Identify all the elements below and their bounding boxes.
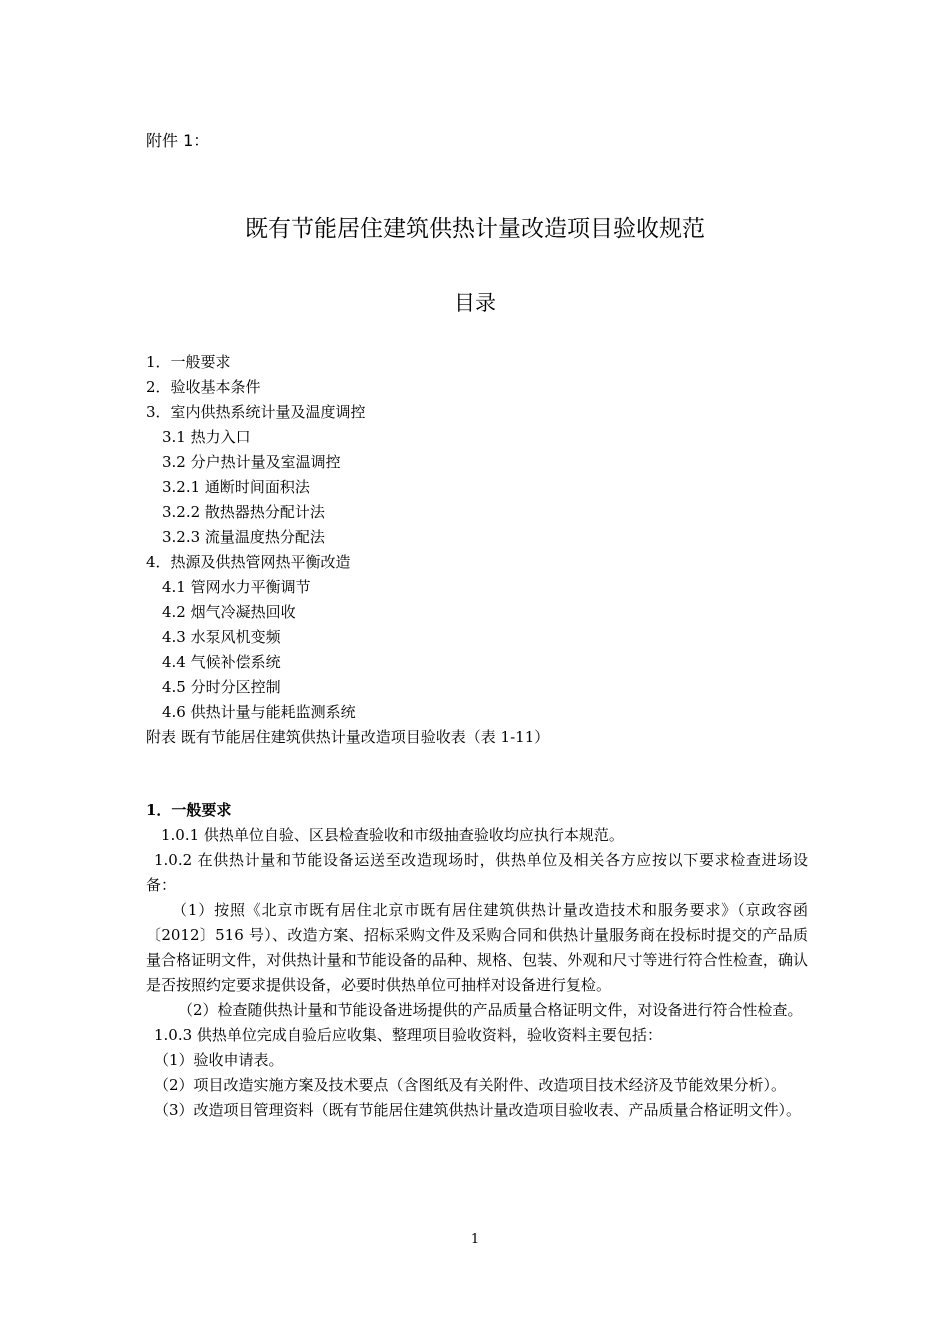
section-1	[146, 798, 808, 1123]
paragraph: 1.0.1 供热单位自验、区县检查验收和市级抽查验收均应执行本规范。	[161, 826, 624, 844]
toc-item: 4.2 烟气冷凝热回收	[162, 603, 296, 621]
toc-item: 3.2.1 通断时间面积法	[162, 478, 310, 496]
toc-item: 3.2.3 流量温度热分配法	[162, 528, 325, 546]
attachment-label: 附件 1：	[146, 131, 210, 150]
table-of-contents	[146, 350, 826, 750]
toc-item: 3．室内供热系统计量及温度调控	[146, 403, 366, 421]
paragraph: （3）改造项目管理资料（既有节能居住建筑供热计量改造项目验收表、产品质量合格证明文件）。	[154, 1101, 802, 1119]
paragraph: （1）验收申请表。	[154, 1051, 284, 1069]
toc-item: 4.6 供热计量与能耗监测系统	[162, 703, 356, 721]
toc-item: 3.2 分户热计量及室温调控	[162, 453, 341, 471]
toc-heading: 目录	[454, 291, 496, 315]
toc-item: 2．验收基本条件	[146, 378, 261, 396]
toc-item: 4.1 管网水力平衡调节	[162, 578, 311, 596]
paragraph: （1）按照《北京市既有居住北京市既有居住建筑供热计量改造技术和服务要求》（京政容函〔2012〕516 号）、改造方案、招标采购文件及采购合同和供热计量服务商在投标时提交的产品质量合格证明文件，对供热计量和节能设备的品种、规格、包装、外观和尺寸等进行符合性检查，确认是否按照约定要求提供设备，必要时供热单位可抽样对设备进行复检。	[146, 901, 808, 994]
toc-item: 3.1 热力入口	[162, 428, 251, 446]
toc-item: 4.4 气候补偿系统	[162, 653, 281, 671]
toc-item: 4.3 水泵风机变频	[162, 628, 281, 646]
paragraph: 1.0.3 供热单位完成自验后应收集、整理项目验收资料，验收资料主要包括：	[154, 1026, 662, 1044]
page-number: 1	[470, 1232, 480, 1247]
toc-item: 4.5 分时分区控制	[162, 678, 281, 696]
paragraph: （2）检查随供热计量和节能设备进场提供的产品质量合格证明文件，对设备进行符合性检查。	[178, 1001, 803, 1019]
section-heading: 1．一般要求	[146, 801, 232, 819]
toc-item: 4．热源及供热管网热平衡改造	[146, 553, 351, 571]
toc-item: 1．一般要求	[146, 353, 231, 371]
toc-item: 附表 既有节能居住建筑供热计量改造项目验收表（表 1-11）	[146, 728, 550, 746]
paragraph: （2）项目改造实施方案及技术要点（含图纸及有关附件、改造项目技术经济及节能效果分析）。	[154, 1076, 787, 1094]
paragraph: 1.0.2 在供热计量和节能设备运送至改造现场时，供热单位及相关各方应按以下要求检查进场设备：	[146, 851, 808, 894]
document-title: 既有节能居住建筑供热计量改造项目验收规范	[245, 216, 705, 242]
toc-item: 3.2.2 散热器热分配计法	[162, 503, 325, 521]
